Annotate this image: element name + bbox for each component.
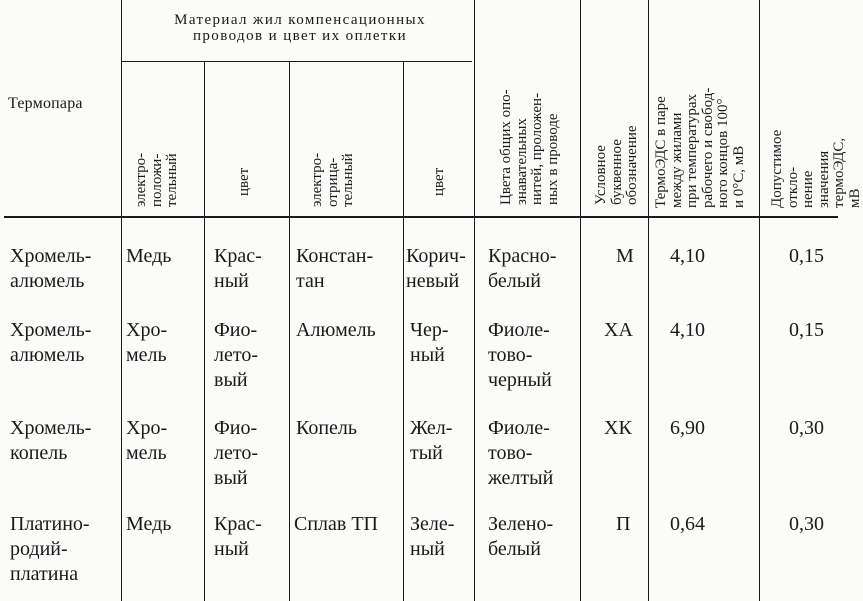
row1-pos-color: Крас- ный	[214, 245, 262, 292]
row3-emf: 6,90	[670, 417, 705, 439]
row1-pos-conductor: Медь	[126, 245, 172, 267]
row3-thermocouple: Хромель- копель	[10, 417, 92, 464]
col-rule-7	[648, 0, 649, 601]
row4-emf: 0,64	[670, 513, 705, 535]
row1-emf: 4,10	[670, 245, 705, 267]
header-pos-color: цвет	[236, 167, 252, 196]
col-rule-6	[580, 0, 581, 601]
header-emf: ТермоЭДС в паре между жилами при температурах рабочего и свобод- ного концов 100° и 0°С, мВ	[653, 87, 747, 208]
row1-neg-color: Корич- невый	[406, 245, 466, 292]
row3-pos-conductor: Хро- мель	[126, 417, 168, 464]
row1-tolerance: 0,15	[789, 245, 824, 267]
header-tracer-colors: Цвета общих опо- знавательных нитей, проложен- ных в проводе	[498, 89, 561, 205]
row4-pos-conductor: Медь	[126, 513, 172, 535]
row3-tracer: Фиоле- тово- желтый	[488, 417, 554, 489]
row4-neg-conductor: Сплав ТП	[294, 513, 379, 535]
header-letter-code: Условное буквенное обозначение	[593, 125, 640, 205]
row2-tolerance: 0,15	[789, 319, 824, 341]
col-rule-3	[289, 62, 290, 601]
row2-neg-conductor: Алюмель	[296, 319, 376, 341]
header-tolerance: Допустимое откло- нение значения термоЭДС, мВ	[769, 129, 863, 208]
header-material-group: Материал жил компенсационных проводов и цвет их оплетки	[174, 12, 426, 44]
row3-neg-color: Жел- тый	[410, 417, 453, 464]
row2-neg-color: Чер- ный	[410, 319, 449, 366]
row4-pos-color: Крас- ный	[214, 513, 262, 560]
col-rule-1	[121, 0, 122, 601]
header-thermocouple: Термопара	[8, 95, 83, 112]
row1-thermocouple: Хромель- алюмель	[10, 245, 92, 292]
row2-pos-color: Фио- лето- вый	[214, 319, 258, 391]
row1-code: М	[616, 245, 634, 267]
row3-code: ХК	[604, 417, 632, 439]
col-rule-4	[403, 62, 404, 601]
header-pos-conductor: электро- положи- тельный	[133, 152, 180, 207]
row4-tracer: Зелено- белый	[488, 513, 554, 560]
col-rule-5	[474, 0, 475, 601]
row1-neg-conductor: Констан- тан	[296, 245, 374, 292]
material-group-rule	[122, 61, 472, 62]
row2-pos-conductor: Хро- мель	[126, 319, 168, 366]
header-bottom-rule	[4, 216, 838, 218]
header-neg-color: цвет	[431, 167, 447, 196]
row4-thermocouple: Платино- родий- платина	[10, 513, 90, 585]
row4-tolerance: 0,30	[789, 513, 824, 535]
col-rule-2	[204, 62, 205, 601]
row4-code: П	[616, 513, 631, 535]
row2-code: ХА	[604, 319, 633, 341]
row3-neg-conductor: Копель	[296, 417, 358, 439]
row2-tracer: Фиоле- тово- черный	[488, 319, 552, 391]
row2-emf: 4,10	[670, 319, 705, 341]
row3-pos-color: Фио- лето- вый	[214, 417, 258, 489]
row4-neg-color: Зеле- ный	[410, 513, 455, 560]
header-neg-conductor: электро- отрица- тельный	[309, 152, 356, 207]
row2-thermocouple: Хромель- алюмель	[10, 319, 92, 366]
row3-tolerance: 0,30	[789, 417, 824, 439]
row1-tracer: Красно- белый	[488, 245, 557, 292]
col-rule-8	[759, 0, 760, 601]
